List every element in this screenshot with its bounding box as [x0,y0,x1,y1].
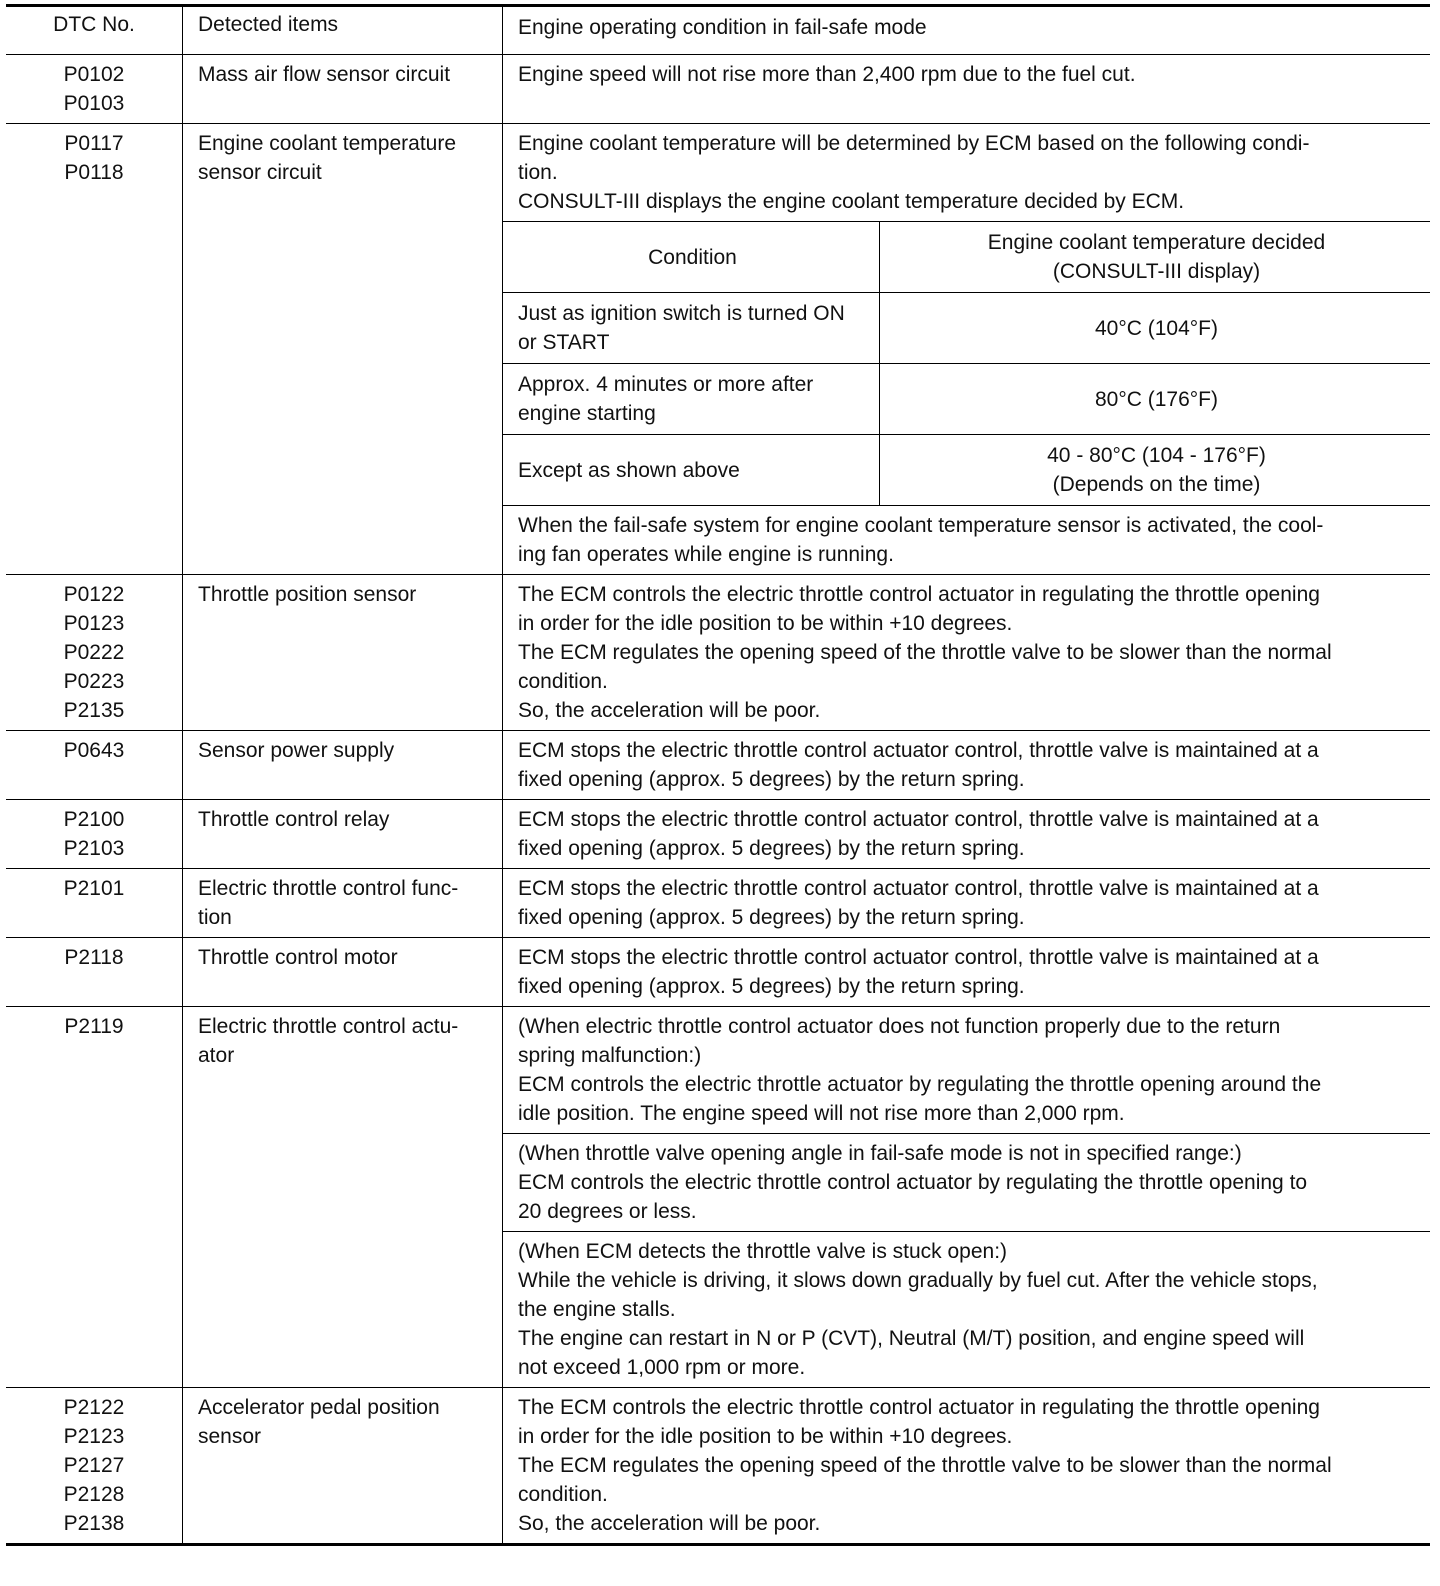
condition-line: fixed opening (approx. 5 degrees) by the return spring. [518,975,1025,998]
condition-line: (When throttle valve opening angle in fail-safe mode is not in specified range:) [518,1142,1242,1165]
condition-line: condition. [518,1483,608,1506]
subtable-header-temp [880,222,1431,293]
dtc-code: P2100 [63,808,125,831]
coolant-temp-subtable [503,221,1430,505]
condition-line: ECM controls the electric throttle actuator by regulating the throttle opening around the [518,1073,1322,1096]
dtc-cell [6,1388,183,1545]
condition-block [503,800,1430,868]
header-dtc: DTC No. [6,6,183,55]
condition-block [503,1388,1430,1543]
condition-line: So, the acceleration will be poor. [518,1512,821,1535]
condition-line: The engine can restart in N or P (CVT), Neutral (M/T) position, and engine speed will [518,1327,1305,1350]
condition-cell [503,575,1431,731]
dtc-code: P0223 [63,670,125,693]
detected-item-cell: Throttle control motor [183,938,503,1007]
table-row [6,575,1430,731]
condition-line: When the fail-safe system for engine coolant temperature sensor is activated, the cool- [518,514,1324,537]
condition-block [503,1007,1430,1133]
condition-block [503,575,1430,730]
table-row [6,800,1430,869]
dtc-code: P0117 [64,132,124,155]
condition-line: The ECM regulates the opening speed of the throttle valve to be slower than the normal [518,641,1332,664]
condition-cell [503,731,1431,800]
subtable-condition: Approx. 4 minutes or more after engine starting [503,364,880,435]
condition-line: Engine speed will not rise more than 2,400 rpm due to the fuel cut. [518,63,1136,86]
condition-line: fixed opening (approx. 5 degrees) by the return spring. [518,768,1025,791]
condition-block [503,731,1430,799]
header-condition-text: Engine operating condition in fail-safe mode [518,16,927,39]
condition-line: Engine coolant temperature will be determined by ECM based on the following condi- [518,132,1310,155]
detected-item-cell: Throttle control relay [183,800,503,869]
dtc-code: P2138 [63,1512,125,1535]
condition-line: the engine stalls. [518,1298,676,1321]
header-condition [503,6,1431,55]
table-row [6,731,1430,800]
condition-line: ECM stops the electric throttle control actuator control, throttle valve is maintained at a [518,808,1319,831]
condition-cell [503,1388,1431,1545]
subtable-header-row [503,222,1430,293]
dtc-code: P0123 [63,612,125,635]
condition-cell [503,55,1431,124]
dtc-code: P0643 [63,739,125,762]
detected-item-cell: Mass air flow sensor circuit [183,55,503,124]
subtable-temp-line: (Depends on the time) [1052,473,1261,496]
detected-item-cell: Engine coolant temperature sensor circuit [183,124,503,575]
detected-item-cell: Electric throttle control func- tion [183,869,503,938]
condition-line: The ECM controls the electric throttle control actuator in regulating the throttle opening [518,1396,1320,1419]
condition-block [503,505,1430,574]
dtc-cell [6,1007,183,1388]
condition-line: (When ECM detects the throttle valve is stuck open:) [518,1240,1008,1263]
subtable-header-temp-line: Engine coolant temperature decided [987,231,1326,254]
condition-cell [503,800,1431,869]
subtable-row [503,293,1430,364]
condition-line: tion. [518,161,558,184]
dtc-code: P2103 [63,837,125,860]
detected-item-cell: Electric throttle control actu- ator [183,1007,503,1388]
dtc-code: P2128 [63,1483,125,1506]
subtable-condition: Except as shown above [503,435,880,506]
condition-cell [503,1007,1431,1388]
detected-item-cell: Sensor power supply [183,731,503,800]
condition-line: The ECM regulates the opening speed of the throttle valve to be slower than the normal [518,1454,1332,1477]
condition-line: So, the acceleration will be poor. [518,699,821,722]
table-row [6,1007,1430,1388]
dtc-cell [6,869,183,938]
subtable-row [503,364,1430,435]
dtc-code: P0103 [63,92,125,115]
condition-line: ECM stops the electric throttle control actuator control, throttle valve is maintained at a [518,946,1319,969]
dtc-cell [6,575,183,731]
subtable-temp-line: 40 - 80°C (104 - 176°F) [1047,444,1266,467]
dtc-cell [6,938,183,1007]
subtable-temp: 40°C (104°F) [880,293,1431,364]
subtable-header-condition: Condition [503,222,880,293]
condition-line: in order for the idle position to be within +10 degrees. [518,612,1013,635]
dtc-code: P2123 [63,1425,125,1448]
condition-line: ing fan operates while engine is running. [518,543,894,566]
dtc-code: P0118 [64,161,124,184]
subtable-temp [880,435,1431,506]
condition-line: While the vehicle is driving, it slows down gradually by fuel cut. After the vehicle stops, [518,1269,1318,1292]
condition-cell [503,869,1431,938]
subtable-row [503,435,1430,506]
table-row [6,938,1430,1007]
condition-block [503,869,1430,937]
condition-block [503,124,1430,221]
dtc-code: P2135 [63,699,125,722]
table-header-row [6,6,1430,55]
condition-cell [503,124,1431,575]
dtc-code: P0222 [63,641,125,664]
dtc-code: P0102 [63,63,125,86]
dtc-code: P2118 [64,946,124,969]
dtc-cell [6,800,183,869]
condition-line: The ECM controls the electric throttle control actuator in regulating the throttle opening [518,583,1320,606]
condition-block [503,1231,1430,1387]
dtc-code: P2119 [64,1015,124,1038]
subtable-condition: Just as ignition switch is turned ON or START [503,293,880,364]
dtc-code: P2127 [63,1454,125,1477]
subtable-header-temp-line: (CONSULT-III display) [1052,260,1261,283]
dtc-cell [6,124,183,575]
condition-line: fixed opening (approx. 5 degrees) by the return spring. [518,906,1025,929]
condition-cell [503,938,1431,1007]
fail-safe-table [6,4,1430,1546]
condition-line: 20 degrees or less. [518,1200,697,1223]
condition-line: fixed opening (approx. 5 degrees) by the return spring. [518,837,1025,860]
dtc-cell [6,731,183,800]
table-row [6,55,1430,124]
condition-line: condition. [518,670,608,693]
condition-block [503,1133,1430,1231]
detected-item-cell: Accelerator pedal position sensor [183,1388,503,1545]
subtable-temp: 80°C (176°F) [880,364,1431,435]
dtc-code: P2122 [63,1396,125,1419]
condition-line: in order for the idle position to be within +10 degrees. [518,1425,1013,1448]
condition-line: ECM stops the electric throttle control actuator control, throttle valve is maintained at a [518,877,1319,900]
detected-item-cell: Throttle position sensor [183,575,503,731]
condition-line: ECM controls the electric throttle control actuator by regulating the throttle opening to [518,1171,1308,1194]
header-detected-items: Detected items [183,6,503,55]
condition-line: (When electric throttle control actuator does not function properly due to the return [518,1015,1281,1038]
condition-line: CONSULT-III displays the engine coolant temperature decided by ECM. [518,190,1185,213]
condition-line: idle position. The engine speed will not rise more than 2,000 rpm. [518,1102,1125,1125]
condition-block [503,55,1430,123]
condition-line: not exceed 1,000 rpm or more. [518,1356,806,1379]
table-row [6,869,1430,938]
condition-line: ECM stops the electric throttle control actuator control, throttle valve is maintained at a [518,739,1319,762]
dtc-code: P2101 [63,877,125,900]
dtc-cell [6,55,183,124]
condition-line: spring malfunction:) [518,1044,702,1067]
condition-block [503,938,1430,1006]
table-row [6,124,1430,575]
dtc-code: P0122 [63,583,125,606]
table-row [6,1388,1430,1545]
